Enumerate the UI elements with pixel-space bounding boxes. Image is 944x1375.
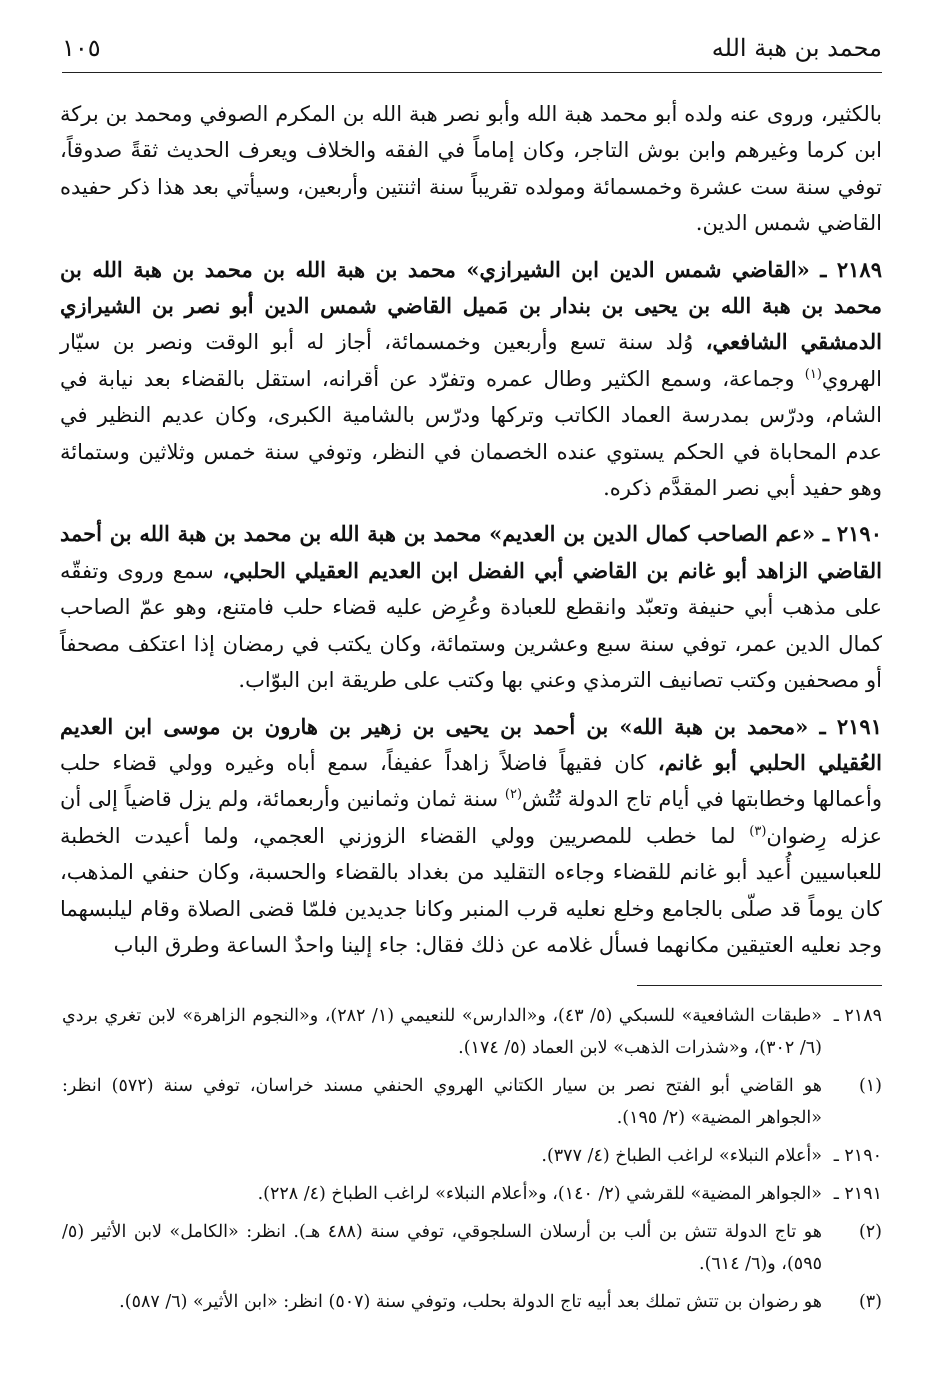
footnote-ref-1[interactable]: (١): [804, 366, 822, 382]
entry-2189-text-a: وُلد سنة تسع وأربعين وخمسمائة، أجاز له أبو الوقت ونصر بن سيّار الهروي: [60, 330, 882, 391]
entry-2191: [60, 709, 882, 964]
footnote-item: [62, 1216, 882, 1280]
footnote-number: (١): [858, 1076, 882, 1096]
entry-2191-heading: ٢١٩١ ـ «محمد بن هبة الله» بن أحمد بن يحيى بن زهير بن هارون بن موسى ابن العديم العُقيلي الحلبي أبو غانم،: [60, 713, 882, 775]
entry-2191-text-b: سنة ثمان وثمانين وأربعمائة، ولم يزل قاضياً إلى أن عزله رِضوان: [60, 787, 882, 848]
footnote-item: [62, 1000, 882, 1064]
footnote-text: هو القاضي أبو الفتح نصر بن سيار الكتاني الهروي الحنفي مسند خراسان، توفي سنة (٥٧٢) انظر: «الجواهر المضية» (٢/ ١٩٥).: [62, 1076, 822, 1128]
footnote-text: «الجواهر المضية» للقرشي (٢/ ١٤٠)، و«أعلام النبلاء» لراغب الطباخ (٤/ ٢٢٨).: [257, 1184, 822, 1204]
footnote-number: ٢١٩١ ـ: [833, 1184, 882, 1204]
running-title: محمد بن هبة الله: [711, 34, 882, 62]
page-header: [62, 28, 882, 73]
entry-2190: [60, 516, 882, 698]
footnote-item: [62, 1178, 882, 1210]
entry-2191-text-c: لما خطب للمصريين وولي القضاء الزوزني العجمي، ولما أعيدت الخطبة للعباسيين أُعيد أبو غانم للقضاء وجاءه التقليد من بغداد بالقضاء والحسبة، وكان حنفي المذهب، كان يوماً قد صلّى بالجامع وخلع نعليه قرب المنبر وكانا جديدين فلمّا قضى الصلاة وقام ليلبسهما وجد نعليه العتيقين مكانهما فسأل غلامه عن ذلك فقال: جاء إلينا واحدٌ الساعة وطرق الباب: [60, 823, 882, 957]
footnote-text: هو رضوان بن تتش تملك بعد أبيه تاج الدولة بحلب، وتوفي سنة (٥٠٧) انظر: «ابن الأثير» (٦/ ٥٨٧).: [119, 1292, 822, 1312]
entry-2190-text: سمع وروى وتفقّه على مذهب أبي حنيفة وتعبّد وانقطع للعبادة وعُرِض عليه قضاء حلب فامتنع، وهو عمّ الصاحب كمال الدين عمر، توفي سنة سبع وعشرين وستمائة، وكان يكتب في رمضان إذا اعتكف مصحفاً أو مصحفين وكتب تصانيف الترمذي وعني بها وكتب على طريقة ابن البوّاب.: [60, 558, 882, 693]
page-number: ١٠٥: [62, 34, 101, 62]
footnote-text: هو تاج الدولة تتش بن ألب بن أرسلان السلجوقي، توفي سنة (٤٨٨ هـ). انظر: «الكامل» لابن الأثير (٥/ ٥٩٥)، و(٦/ ٦١٤).: [62, 1222, 822, 1274]
footnote-separator: [637, 985, 882, 986]
main-text: [60, 96, 882, 963]
footnote-number: ٢١٩٠ ـ: [833, 1146, 882, 1166]
entry-2190-heading: ٢١٩٠ ـ «عم الصاحب كمال الدين بن العديم» محمد بن هبة الله بن محمد بن هبة الله بن أحمد القاضي الزاهد أبو غانم بن القاضي أبي الفضل ابن العديم العقيلي الحلبي،: [60, 521, 883, 583]
footnotes: [62, 1000, 882, 1324]
footnote-number: ٢١٨٩ ـ: [833, 1006, 882, 1026]
entry-2189-heading: ٢١٨٩ ـ «القاضي شمس الدين ابن الشيرازي» محمد بن هبة الله بن محمد بن هبة الله بن محمد بن هبة الله بن يحيى بن بندار بن مَميل القاضي شمس الدين أبو نصر بن الشيرازي الدمشقي الشافعي،: [60, 256, 882, 355]
footnote-item: [62, 1286, 882, 1318]
footnote-text: «أعلام النبلاء» لراغب الطباخ (٤/ ٣٧٧).: [541, 1146, 822, 1166]
entry-2191-text-a: كان فقيهاً فاضلاً زاهداً عفيفاً، سمع أباه وغيره وولي قضاء حلب وأعمالها وخطابتها في أيام تاج الدولة تُتُش: [60, 750, 883, 812]
entry-2189: [60, 252, 882, 507]
footnote-text: «طبقات الشافعية» للسبكي (٥/ ٤٣)، و«الدارس» للنعيمي (١/ ٢٨٢)، و«النجوم الزاهرة» لابن تغري بردي (٦/ ٣٠٢)، و«شذرات الذهب» لابن العماد (٥/ ١٧٤).: [62, 1006, 822, 1058]
footnote-item: [62, 1070, 882, 1134]
footnote-item: [62, 1140, 882, 1172]
footnote-ref-2[interactable]: (٢): [504, 787, 523, 803]
entry-2189-text-b: وجماعة، وسمع الكثير وطال عمره وتفرّد عن أقرانه، استقل بالقضاء بعد نيابة في الشام، ودرّس بمدرسة العماد الكاتب وتركها ودرّس بالشامية الكبرى، وكان عديم النظير في عدم المحاباة في الحكم يستوي عنده الخصمان في النظر، وتوفي سنة خمس وثلاثين وستمائة وهو حفيد أبي نصر المقدَّم ذكره.: [60, 366, 882, 501]
footnote-number: (٣): [858, 1292, 882, 1312]
intro-paragraph: بالكثير، وروى عنه ولده أبو محمد هبة الله وأبو نصر هبة الله بن المكرم الصوفي ومحمد بن بركة ابن كرما وغيرهم وابن بوش التاجر، وكان إماماً في الفقه والخلاف ويعرف الحديث ثقةً صدوقاً، توفي سنة ست عشرة وخمسمائة ومولده تقريباً سنة اثنتين وأربعين، وسيأتي بعد هذا ذكر حفيده القاضي شمس الدين.: [60, 102, 882, 236]
footnote-ref-3[interactable]: (٣): [749, 823, 767, 839]
footnote-number: (٢): [858, 1222, 882, 1242]
